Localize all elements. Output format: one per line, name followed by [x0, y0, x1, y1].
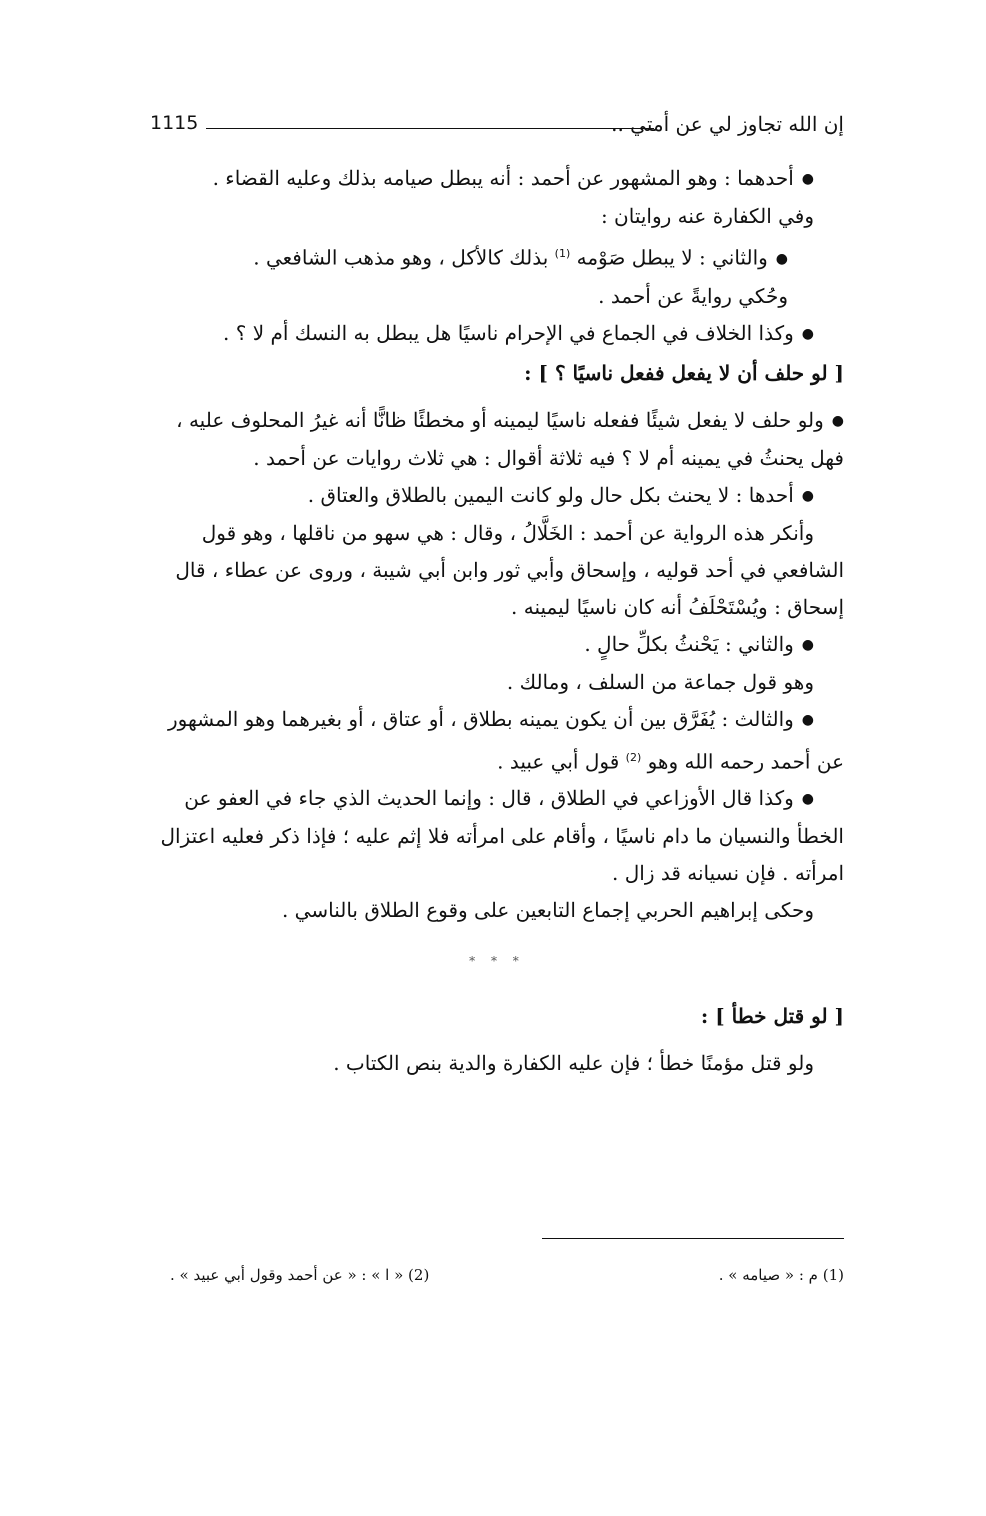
text-line: وحكى إبراهيم الحربي إجماع التابعين على وقوع الطلاق بالناسي .	[281, 898, 814, 923]
footnote-rule	[542, 1238, 844, 1239]
page-header	[150, 112, 844, 146]
text-line: ولو قتل مؤمنًا خطأ ؛ فإن عليه الكفارة والدية بنص الكتاب .	[333, 1051, 814, 1076]
section-heading: [ لو قتل خطأ ] :	[700, 1004, 844, 1029]
text-line: الشافعي في أحد قوليه ، وإسحاق وأبي ثور وابن أبي شيبة ، وروى عن عطاء ، قال	[175, 557, 844, 582]
bullet-icon: ●	[801, 325, 814, 342]
text-line: ●ولو حلف لا يفعل شيئًا ففعله ناسيًا ليمينه أو مخطئًا ظانًّا أنه غيرُ المحلوف عليه ،	[150, 402, 844, 440]
bullet-icon: ●	[801, 711, 814, 728]
text-line: ●والثاني : لا يبطل صَوْمه $^{(1)}$ بذلك كالأكل ، وهو مذهب الشافعي .	[150, 235, 844, 278]
text-line: عن أحمد رحمه الله وهو $^{(2)}$ قول أبي عبيد .	[497, 749, 844, 774]
page-number: 1115	[150, 112, 199, 134]
text-line: ●وكذا قال الأوزاعي في الطلاق ، قال : وإنما الحديث الذي جاء في العفو عن	[150, 780, 844, 818]
text-line: فهل يحنثُ في يمينه أم لا ؟ فيه ثلاثة أقوال : هي ثلاث روايات عن أحمد .	[253, 445, 844, 470]
bullet-icon: ●	[831, 412, 844, 429]
bullet-icon: ●	[801, 636, 814, 653]
footnote-ref: (1)	[554, 247, 571, 260]
text-line: ●أحدها : لا يحنث بكل حال ولو كانت اليمين بالطلاق والعتاق .	[150, 477, 844, 515]
text-line: وفي الكفارة عنه روايتان :	[600, 204, 814, 228]
text-line: الخطأ والنسيان ما دام ناسيًا ، وأقام على امرأته فلا إثم عليه ؛ فإذا ذكر فعليه اعتزال	[160, 824, 844, 849]
text-line: ●أحدهما : وهو المشهور عن أحمد : أنه يبطل صيامه بذلك وعليه القضاء .	[150, 160, 844, 198]
text-line: إسحاق : ويُسْتَحْلَفُ أنه كان ناسيًا ليمينه .	[511, 594, 844, 619]
footnote-ref: (2)	[625, 750, 642, 764]
text-line: وحُكي روايةً عن أحمد .	[598, 283, 788, 308]
bullet-icon: ●	[801, 171, 814, 187]
text-line: ●وكذا الخلاف في الجماع في الإحرام ناسيًا هل يبطل به النسك أم لا ؟ .	[150, 315, 844, 353]
text-line: ●والثاني : يَحْنثُ بكلِّ حالٍ .	[150, 626, 844, 664]
section-separator: * * *	[469, 954, 525, 969]
header-rule	[206, 128, 654, 129]
section-heading: [ لو حلف أن لا يفعل ففعل ناسيًا ؟ ] :	[524, 360, 844, 385]
bullet-icon: ●	[801, 487, 814, 504]
text-line: وأنكر هذه الرواية عن أحمد : الخَلَّالُ ، وقال : هي سهو من ناقلها ، وهو قول	[201, 520, 814, 545]
text-line: امرأته . فإن نسيانه قد زال .	[612, 861, 844, 886]
text-line: وهو قول جماعة من السلف ، ومالك .	[506, 669, 814, 694]
bullet-icon: ●	[801, 791, 814, 808]
footnote-2: (2) « ا » : « عن أحمد وقول أبي عبيد » .	[170, 1266, 430, 1284]
bullet-icon: ●	[775, 250, 788, 267]
main-text	[150, 160, 844, 1082]
footnote-1: (1) م : « صيامه » .	[718, 1266, 844, 1284]
text-line: ●والثالث : يُفَرَّق بين أن يكون يمينه بطلاق ، أو عتاق ، أو بغيرهما وهو المشهور	[150, 701, 844, 739]
running-title: إن الله تجاوز لي عن أمتي ..	[611, 112, 844, 136]
footnotes	[170, 1266, 844, 1290]
